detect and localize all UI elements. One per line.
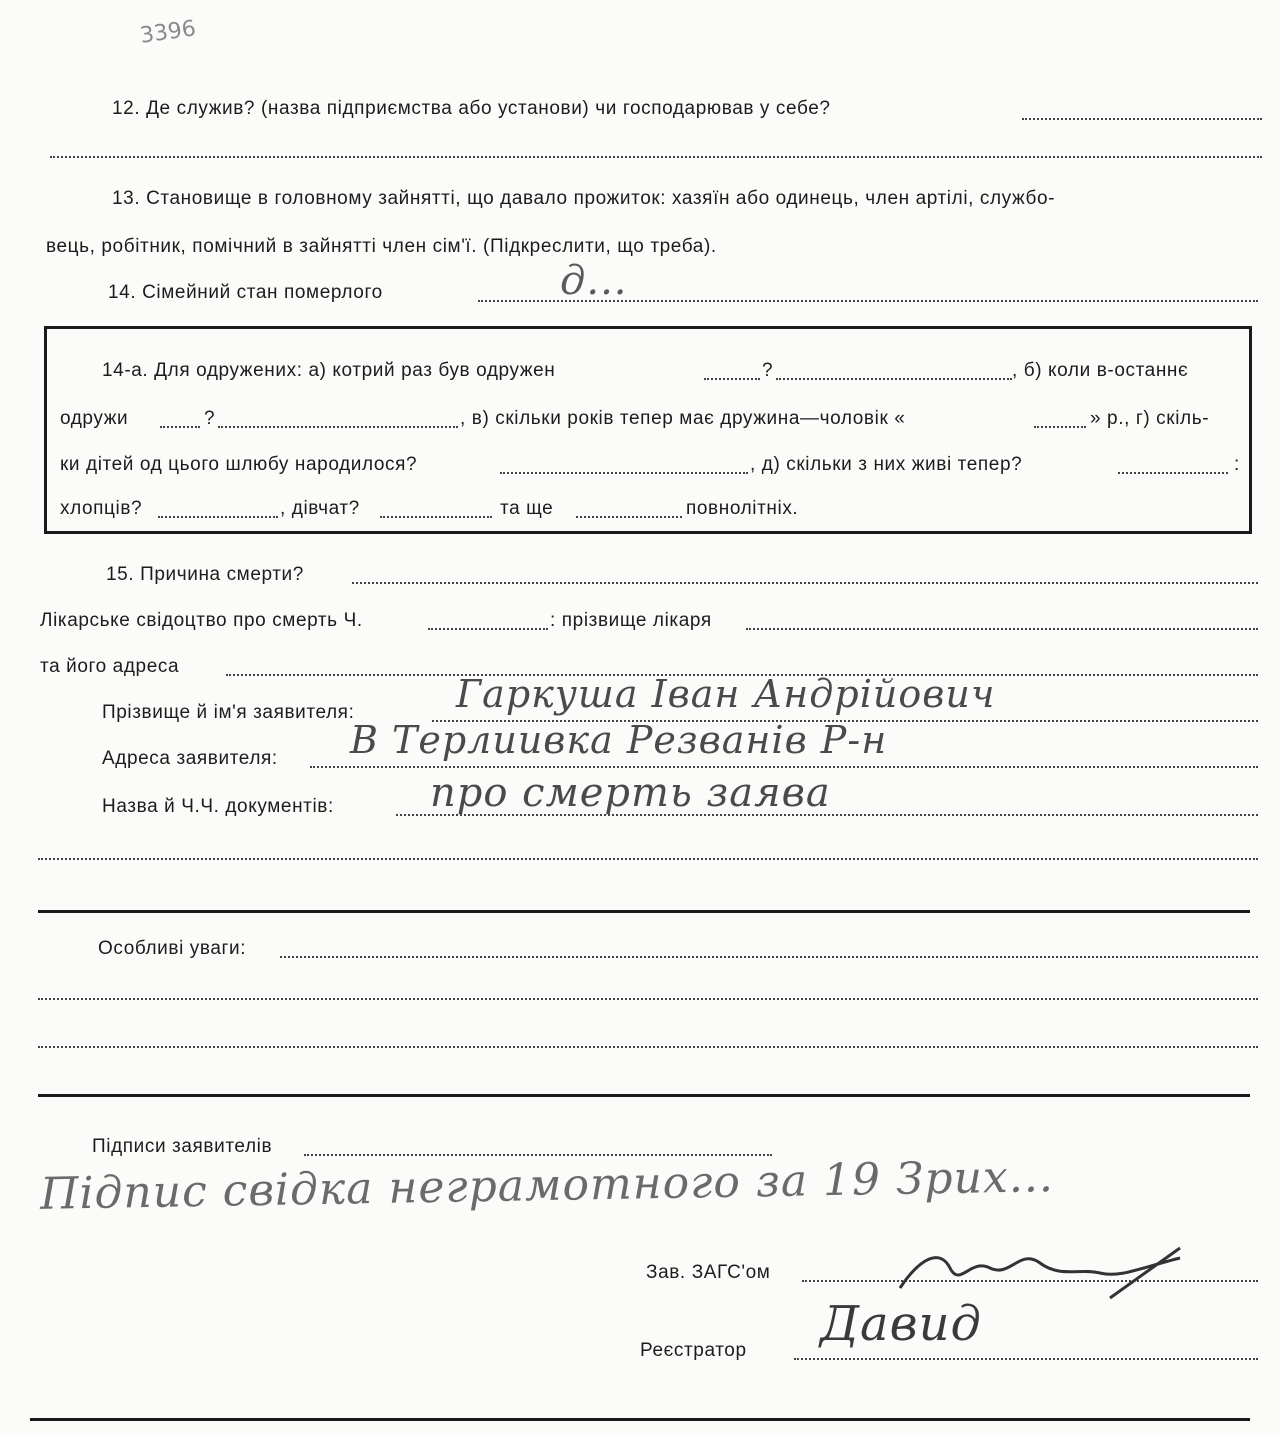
- q14a-line3-c: :: [1234, 454, 1240, 475]
- q14a-line3-a: ки дітей од цього шлюбу народилося?: [60, 454, 418, 475]
- applicants-signatures-handwritten: Підпис свідка неграмотного за 19 Зрих...: [39, 1151, 1055, 1220]
- q14-handwritten-value: д...: [560, 258, 628, 304]
- archive-pencil-mark: 3396: [138, 16, 198, 49]
- q14a-spouse-age-field[interactable]: [1034, 426, 1086, 428]
- med-address-label: та його адреса: [40, 656, 180, 677]
- q12-field[interactable]: [1022, 118, 1262, 120]
- q13-line2: вець, робітник, помічний в зайнятті член сім'ї. (Підкреслити, що треба).: [46, 236, 717, 257]
- q14a-line1-q: ?: [762, 360, 774, 381]
- section-divider-2: [38, 1094, 1250, 1097]
- q14-label: 14. Сімейний стан померлого: [108, 282, 383, 303]
- remarks-label: Особливі уваги:: [98, 938, 247, 959]
- q12-label: 12. Де служив? (назва підприємства або установи) чи господарював у себе?: [112, 98, 831, 119]
- q14a-line3-b: , д) скільки з них живі тепер?: [750, 454, 1023, 475]
- q14a-line2-c: » р., г) скіль-: [1090, 408, 1210, 429]
- remarks-field[interactable]: [280, 956, 1258, 958]
- documents-field-line2[interactable]: [38, 858, 1258, 860]
- section-divider-1: [38, 910, 1250, 913]
- bottom-rule: [30, 1418, 1250, 1421]
- q14a-line1-b: , б) коли в-останнє: [1012, 360, 1189, 381]
- applicant-name-label: Прізвище й ім'я заявителя:: [102, 702, 355, 723]
- applicant-name-handwritten: Гаркуша Іван Андрійович: [456, 672, 996, 716]
- med-cert-number-field[interactable]: [428, 628, 548, 630]
- med-cert-label: Лікарське свідоцтво про смерть Ч.: [40, 610, 363, 631]
- q14a-last-married-field-b[interactable]: [218, 426, 458, 428]
- q15-label: 15. Причина смерти?: [106, 564, 304, 585]
- q14a-married-box: [44, 326, 1252, 534]
- q14a-children-born-field[interactable]: [500, 472, 748, 474]
- q14a-line2-a: одружи: [60, 408, 129, 429]
- q14a-times-married-field[interactable]: [704, 378, 760, 380]
- remarks-field-line2[interactable]: [38, 998, 1258, 1000]
- q14a-line4-d: повнолітніх.: [686, 498, 799, 519]
- med-doctor-field[interactable]: [746, 628, 1258, 630]
- head-of-registry-label: Зав. ЗАГС'ом: [646, 1262, 771, 1283]
- documents-handwritten: про смерть заява: [430, 770, 831, 816]
- q13-line1: 13. Становище в головному зайнятті, що давало прожиток: хазяїн або одинець, член артілі, службо-: [112, 188, 1056, 209]
- q15-cause-field[interactable]: [352, 582, 1258, 584]
- q14a-adults-field[interactable]: [576, 516, 682, 518]
- q14a-line1-a: 14-а. Для одружених: а) котрий раз був одружен: [102, 360, 556, 381]
- applicant-address-handwritten: В Терлиивка Резванів Р-н: [350, 718, 888, 762]
- q14a-line4-b: , дівчат?: [280, 498, 360, 519]
- registrar-field[interactable]: [794, 1358, 1258, 1360]
- q14a-girls-field[interactable]: [380, 516, 492, 518]
- q14a-line2-b: , в) скільки років тепер має дружина—чоловік «: [460, 408, 906, 429]
- applicants-signatures-field[interactable]: [304, 1154, 772, 1156]
- q14a-line4-c: та ще: [500, 498, 554, 519]
- q14a-times-married-field-b[interactable]: [776, 378, 1012, 380]
- q14a-children-alive-field[interactable]: [1118, 472, 1228, 474]
- applicant-address-field[interactable]: [310, 766, 1258, 768]
- q14a-line4-a: хлопців?: [60, 498, 143, 519]
- q14a-last-married-field[interactable]: [160, 426, 200, 428]
- registrar-signature: Давид: [820, 1296, 982, 1352]
- applicant-address-label: Адреса заявителя:: [102, 748, 278, 769]
- q14a-boys-field[interactable]: [158, 516, 278, 518]
- applicants-signatures-label: Підписи заявителів: [92, 1136, 273, 1157]
- remarks-field-line3[interactable]: [38, 1046, 1258, 1048]
- q12-field-line2[interactable]: [50, 156, 1262, 158]
- documents-label: Назва й Ч.Ч. документів:: [102, 796, 334, 817]
- registrar-label: Реєстратор: [640, 1340, 747, 1361]
- med-doctor-label: : прізвище лікаря: [550, 610, 712, 631]
- q14a-line2-q: ?: [204, 408, 216, 429]
